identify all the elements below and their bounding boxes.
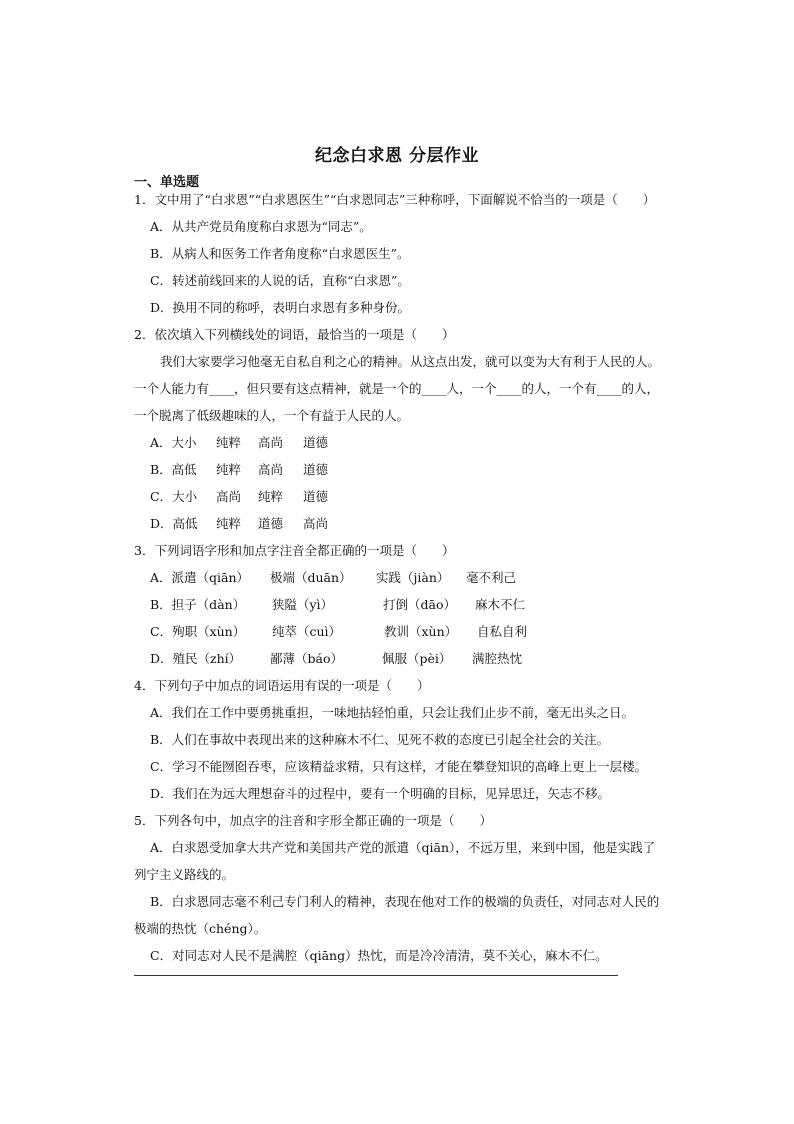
question-2-option-d: D．高低 纯粹 道德 高尚: [150, 516, 329, 531]
question-1-option-d: D．换用不同的称呼，表明白求恩有多种身份。: [150, 300, 411, 315]
question-2-option-b: B．高低 纯粹 高尚 道德: [150, 462, 329, 477]
question-3-option-c: C．殉职（xùn） 纯萃（cuì） 教训（xùn） 自私自利: [150, 624, 528, 639]
question-2-passage-line: 一个人能力有____，但只要有这点精神，就是一个的____人，一个____的人，一个有____的人，: [134, 381, 660, 396]
question-2-passage-line: 我们大家要学习他毫无自私自利之心的精神。从这点出发，就可以变为大有利于人民的人。: [160, 354, 661, 369]
question-1-option-b: B．从病人和医务工作者角度称“白求恩医生”。: [150, 246, 410, 261]
question-5-option-a-continued: 列宁主义路线的。: [134, 867, 235, 882]
question-1-option-a: A．从共产党员角度称白求恩为“同志”。: [150, 219, 372, 234]
question-3-option-b: B．担子（dàn） 狭隘（yì） 打倒（dāo） 麻木不仁: [150, 597, 526, 612]
question-2-stem: 2．依次填入下列横线处的词语，最恰当的一项是（ ）: [134, 327, 455, 342]
section-heading: 一、单选题: [134, 175, 200, 190]
page-title: 纪念白求恩 分层作业: [315, 146, 479, 166]
question-5-option-b-continued: 极端的热忱（chéng）。: [134, 921, 267, 936]
question-4-option-b: B．人们在事故中表现出来的这种麻木不仁、见死不救的态度已引起全社会的关注。: [150, 732, 610, 747]
question-2-passage-line: 一个脱离了低级趣味的人，一个有益于人民的人。: [134, 408, 410, 423]
question-2-option-a: A．大小 纯粹 高尚 道德: [150, 435, 329, 450]
question-1-stem: 1．文中用了“白求恩”“白求恩医生”“白求恩同志”三种称呼，下面解说不恰当的一项是（ ）: [134, 192, 656, 207]
question-1-option-c: C．转述前线回来的人说的话，直称“白求恩”。: [150, 273, 410, 288]
question-2-option-c: C．大小 高尚 纯粹 道德: [150, 489, 329, 504]
question-3-option-d: D．殖民（zhí） 鄙薄（báo） 佩服（pèi） 满腔热忱: [150, 651, 523, 666]
question-3-option-a: A．派遣（qiān） 极端（duān） 实践（jiàn） 毫不利己: [150, 570, 517, 585]
question-4-option-c: C．学习不能囫囵吞枣，应该精益求精，只有这样，才能在攀登知识的高峰上更上一层楼。: [150, 759, 648, 774]
question-5-stem: 5．下列各句中，加点字的注音和字形全都正确的一项是（ ）: [134, 813, 492, 828]
question-4-option-a: A．我们在工作中要勇挑重担，一味地拈轻怕重，只会让我们止步不前，毫无出头之日。: [150, 705, 635, 720]
question-4-stem: 4．下列句子中加点的词语运用有误的一项是（ ）: [134, 678, 430, 693]
question-5-option-b: B．白求恩同志毫不利己专门利人的精神，表现在他对工作的极端的负责任，对同志对人民的: [150, 894, 660, 909]
question-4-option-d: D．我们在为远大理想奋斗的过程中，要有一个明确的目标，见异思迁，矢志不移。: [150, 786, 611, 801]
question-5-option-a: A．白求恩受加拿大共产党和美国共产党的派遣（qiān），不远万里，来到中国，他是实践了: [150, 840, 656, 855]
footer-divider: [134, 975, 618, 976]
question-3-stem: 3．下列词语字形和加点字注音全都正确的一项是（ ）: [134, 543, 455, 558]
question-5-option-c: C．对同志对人民不是满腔（qiāng）热忱，而是冷冷清清，莫不关心，麻木不仁。: [150, 948, 608, 963]
